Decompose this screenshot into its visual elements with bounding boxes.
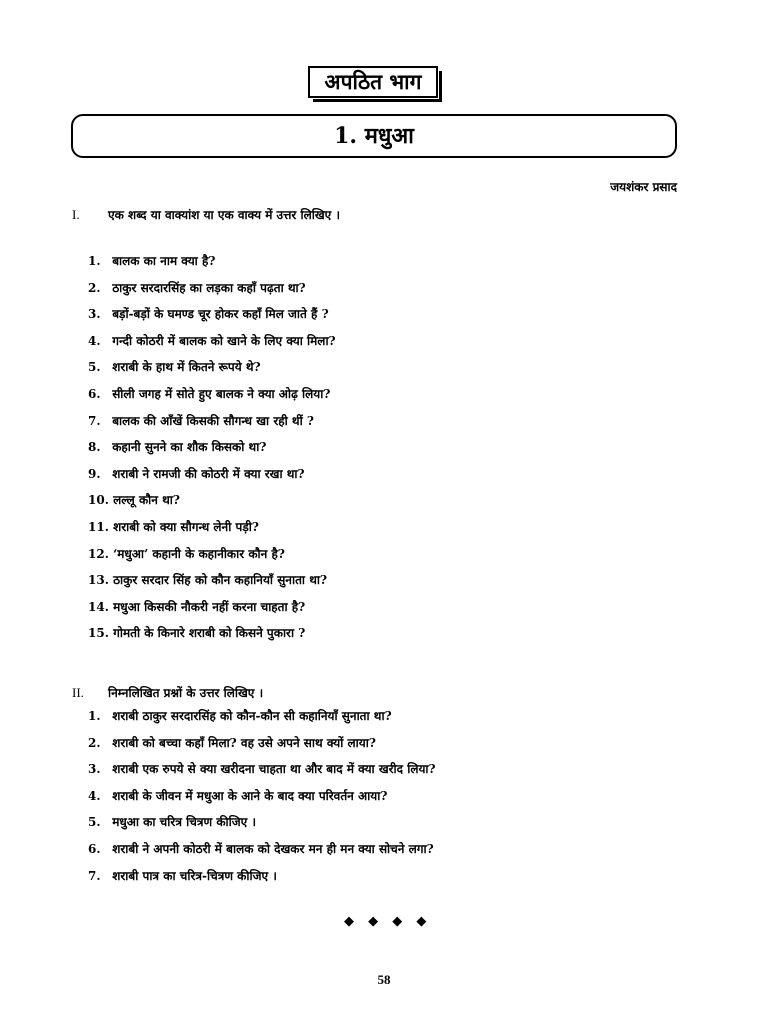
question-text: गोमती के किनारे शराबी को किसने पुकारा ?: [113, 626, 306, 641]
part1-heading-text: एक शब्द या वाक्यांश या एक वाक्य में उत्तर लिखिए ।: [108, 208, 341, 222]
author-name: जयशंकर प्रसाद: [610, 180, 677, 194]
question-number: 1.: [88, 709, 101, 723]
page-number: 58: [377, 972, 391, 987]
question-text: शराबी ठाकुर सरदारसिंह को कौन-कौन सी कहानियाँ सुनाता था?: [112, 709, 392, 723]
question-number: 14.: [88, 599, 109, 614]
question-item: [88, 463, 336, 490]
question-text: मधुआ का चरित्र चित्रण कीजिए ।: [112, 815, 257, 830]
question-number: 1.: [88, 254, 101, 268]
question-number: 7.: [88, 868, 101, 883]
question-item: [88, 732, 436, 759]
question-number: 15.: [88, 626, 109, 641]
question-item: [88, 250, 336, 277]
question-number: 11.: [88, 519, 109, 534]
question-text: ‘मधुआ’ कहानी के कहानीकार कौन है?: [113, 546, 285, 561]
section-title: अपठित भाग: [308, 66, 438, 98]
part2-heading-text: निम्नलिखित प्रश्नों के उत्तर लिखिए ।: [108, 686, 264, 700]
question-item: [88, 489, 336, 516]
question-number: 5.: [88, 815, 101, 830]
question-number: 13.: [88, 573, 109, 588]
part2-number: II.: [72, 685, 84, 700]
question-text: शराबी ने रामजी की कोठरी में क्या रखा था?: [112, 466, 305, 481]
question-item: [88, 596, 336, 623]
question-number: 6.: [88, 386, 101, 401]
question-text: बालक का नाम क्या है?: [112, 254, 216, 268]
question-text: शराबी एक रुपये से क्या खरीदना चाहता था और बाद में क्या खरीद लिया?: [112, 762, 436, 777]
question-item: [88, 569, 336, 596]
question-number: 6.: [88, 841, 101, 856]
question-number: 4.: [88, 788, 101, 803]
question-text: शराबी के हाथ में कितने रूपये थे?: [112, 360, 261, 375]
question-text: लल्लू कौन था?: [113, 493, 180, 508]
part2-heading: [72, 684, 263, 701]
question-number: 2.: [88, 735, 101, 750]
question-item: [88, 356, 336, 383]
question-number: 12.: [88, 546, 109, 561]
chapter-title: 1. मधुआ: [71, 114, 677, 158]
question-number: 8.: [88, 440, 101, 455]
question-item: [88, 303, 336, 330]
question-item: [88, 785, 436, 812]
part1-heading: [72, 206, 340, 223]
question-text: सीली जगह में सोते हुए बालक ने क्या ओढ़ लिया?: [112, 386, 331, 401]
question-text: बालक की आँखें किसकी सौगन्ध खा रही थीं ?: [112, 413, 314, 428]
question-number: 4.: [88, 333, 101, 348]
question-item: [88, 865, 436, 892]
part2-question-list: [88, 705, 436, 891]
question-item: [88, 622, 336, 649]
question-item: [88, 383, 336, 410]
question-text: ठाकुर सरदारसिंह का लड़का कहाँ पढ़ता था?: [112, 280, 306, 295]
question-item: [88, 811, 436, 838]
question-number: 3.: [88, 762, 101, 777]
question-text: शराबी को क्या सौगन्ध लेनी पड़ी?: [113, 519, 259, 534]
separator-diamonds: ◆ ◆ ◆ ◆: [344, 914, 432, 929]
question-item: [88, 516, 336, 543]
question-text: बड़ों-बड़ों के घमण्ड चूर होकर कहाँ मिल जाते हैं ?: [112, 307, 329, 322]
part1-number: I.: [72, 207, 80, 222]
question-text: शराबी पात्र का चरित्र-चित्रण कीजिए ।: [112, 868, 277, 883]
question-item: [88, 436, 336, 463]
question-item: [88, 758, 436, 785]
question-text: ठाकुर सरदार सिंह को कौन कहानियाँ सुनाता था?: [113, 573, 328, 588]
question-number: 3.: [88, 307, 101, 322]
question-text: गन्दी कोठरी में बालक को खाने के लिए क्या मिला?: [112, 333, 336, 348]
question-number: 10.: [88, 493, 109, 508]
question-text: शराबी ने अपनी कोठरी में बालक को देखकर मन ही मन क्या सोचने लगा?: [112, 841, 434, 856]
part1-question-list: [88, 250, 336, 649]
question-number: 2.: [88, 280, 101, 295]
question-text: कहानी सुनने का शौक किसको था?: [112, 440, 267, 455]
question-item: [88, 838, 436, 865]
question-text: मधुआ किसकी नौकरी नहीं करना चाहता है?: [113, 599, 306, 614]
question-text: शराबी के जीवन में मधुआ के आने के बाद क्या परिवर्तन आया?: [112, 788, 388, 803]
question-number: 7.: [88, 413, 101, 428]
question-number: 9.: [88, 466, 101, 481]
question-text: शराबी को बच्चा कहाँ मिला? वह उसे अपने साथ क्यों लाया?: [112, 735, 376, 750]
question-item: [88, 705, 436, 732]
question-item: [88, 543, 336, 570]
question-item: [88, 330, 336, 357]
question-item: [88, 410, 336, 437]
question-number: 5.: [88, 360, 101, 375]
question-item: [88, 277, 336, 304]
